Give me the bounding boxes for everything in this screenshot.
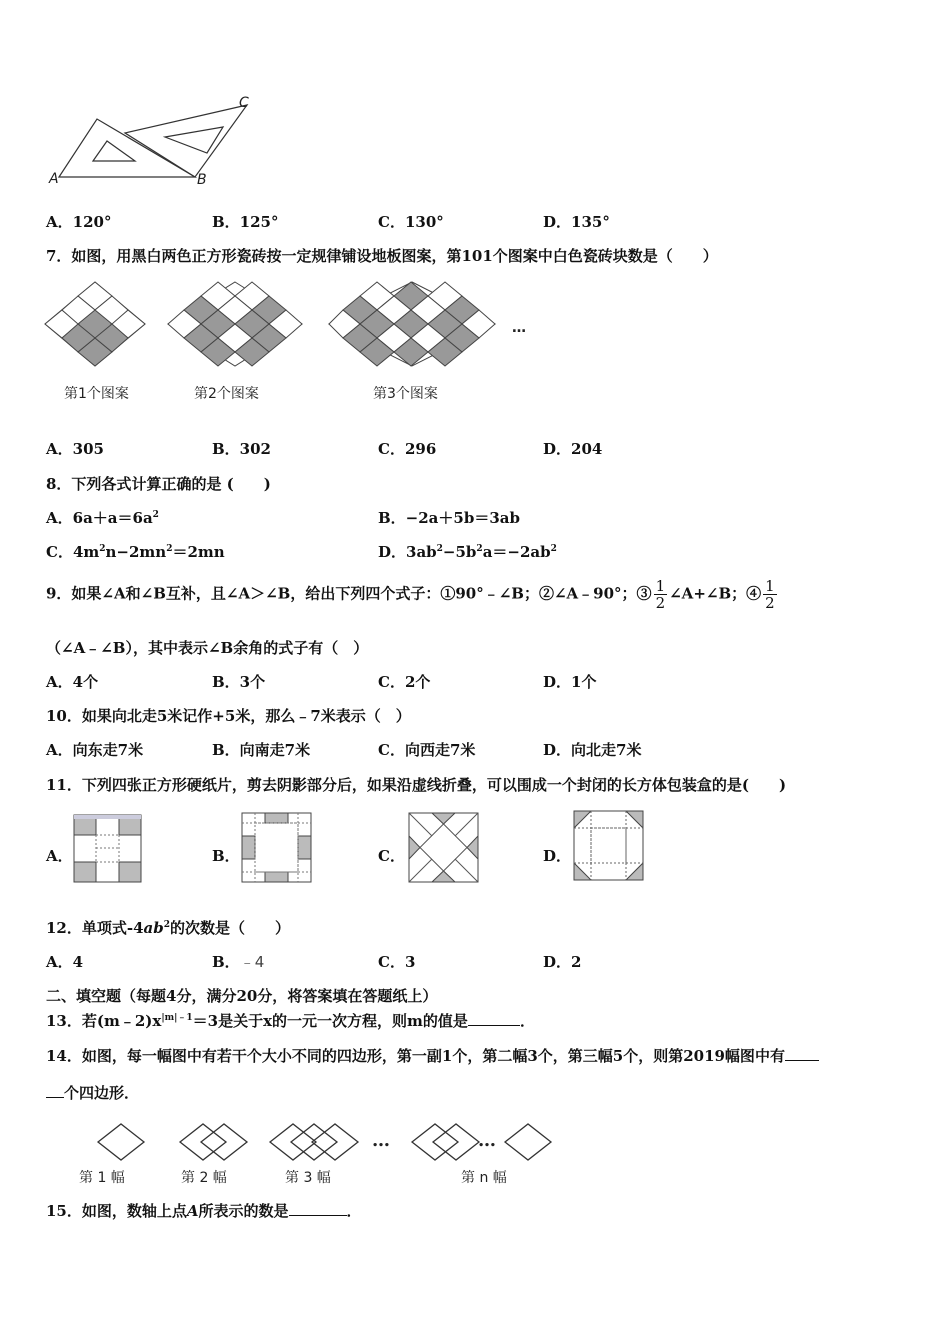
q10-option-d: D．向北走7米 bbox=[543, 741, 642, 759]
triangle-inner-left bbox=[93, 141, 135, 161]
q6-option-d: D．135° bbox=[543, 213, 610, 231]
q10-stem: 10．如果向北走5米记作+5米，那么﹣7米表示（ ） bbox=[46, 707, 411, 725]
figure-2-caption: 第 2 幅 bbox=[181, 1170, 227, 1186]
figure-ellipsis-2: … bbox=[478, 1130, 496, 1151]
q14-stem: 14．如图，每一幅图中有若干个大小不同的四边形，第一副1个，第二幅3个，第三幅5个，则第2019幅图中有 bbox=[46, 1045, 819, 1066]
fraction-half: $\frac{1}{2}$ bbox=[655, 577, 666, 612]
q10-option-b: B．向南走7米 bbox=[212, 741, 311, 759]
point-a-label: A bbox=[49, 171, 59, 187]
triangle-outer-left bbox=[59, 119, 195, 177]
cardboard-c-figure bbox=[408, 812, 480, 884]
quadrilaterals-figure bbox=[75, 1120, 555, 1192]
figure-ellipsis-1: … bbox=[372, 1130, 390, 1151]
q11-label-c: C． bbox=[378, 847, 405, 865]
q15-answer-blank[interactable] bbox=[289, 1215, 347, 1216]
cardboard-d-figure bbox=[573, 810, 645, 882]
tile-patterns-figure bbox=[40, 274, 540, 414]
q6-option-b: B．125° bbox=[212, 213, 279, 231]
pattern-ellipsis: … bbox=[512, 320, 526, 336]
q11-stem: 11．下列四张正方形硬纸片，剪去阴影部分后，如果沿虚线折叠，可以围成一个封闭的长方体包装盒的是( ) bbox=[46, 776, 787, 794]
q12-option-c: C．3 bbox=[378, 953, 416, 971]
figure-1-caption: 第 1 幅 bbox=[79, 1170, 125, 1186]
q8-option-c: C．$4m^2n-2mn^2=2mn$ bbox=[46, 543, 225, 561]
point-b-label: B bbox=[197, 172, 207, 188]
q6-option-c: C．130° bbox=[378, 213, 444, 231]
pattern-3-caption: 第3个图案 bbox=[373, 386, 438, 402]
section-2-title: 二、填空题（每题4分，满分20分，将答案填在答题纸上） bbox=[46, 987, 438, 1005]
point-c-label: C bbox=[239, 95, 249, 111]
q8-stem: 8．下列各式计算正确的是 ( ) bbox=[46, 475, 271, 493]
figure-3-caption: 第 3 幅 bbox=[285, 1170, 331, 1186]
q14-stem-line2: 个四边形． bbox=[46, 1082, 139, 1103]
q14-answer-blank-cont[interactable] bbox=[46, 1097, 64, 1098]
q9-option-a: A．4个 bbox=[46, 673, 99, 691]
q9-option-c: C．2个 bbox=[378, 673, 431, 691]
q13-answer-blank[interactable] bbox=[468, 1025, 520, 1026]
q13-stem: 13．若$(m﹣2)x^{|m|﹣1}=3$是关于x的一元一次方程，则m的值是 ． bbox=[46, 1012, 535, 1030]
q11-label-d: D． bbox=[543, 847, 572, 865]
q8-option-d: D．$3ab^2-5b^2a=-2ab^2$ bbox=[378, 543, 557, 561]
fraction-half: $\frac{1}{2}$ bbox=[765, 577, 775, 612]
q14-answer-blank[interactable] bbox=[785, 1060, 819, 1061]
q11-label-b: B． bbox=[212, 847, 240, 865]
q15-stem: 15．如图，数轴上点A所表示的数是 ． bbox=[46, 1202, 362, 1220]
q6-option-a: A．120° bbox=[46, 213, 112, 231]
q12-option-b: B．﹣4 bbox=[212, 953, 265, 971]
q12-stem: 12．单项式$-4ab^2$的次数是（ ） bbox=[46, 919, 291, 937]
q7-option-d: D．204 bbox=[543, 440, 603, 458]
triangle-outer-right bbox=[125, 105, 247, 177]
q7-option-a: A．305 bbox=[46, 440, 104, 458]
q9-option-d: D．1个 bbox=[543, 673, 597, 691]
q12-option-a: A．4 bbox=[46, 953, 84, 971]
pattern-2-caption: 第2个图案 bbox=[194, 386, 259, 402]
q9-option-b: B．3个 bbox=[212, 673, 266, 691]
q7-stem: 7．如图，用黑白两色正方形瓷砖按一定规律铺设地板图案，第101个图案中白色瓷砖块数是（ ） bbox=[46, 247, 718, 265]
figure-n-caption: 第 n 幅 bbox=[461, 1170, 507, 1186]
triangle-inner-right bbox=[165, 127, 223, 153]
q8-option-a: A．$6a+a=6a^2$ bbox=[46, 509, 159, 527]
q7-option-c: C．296 bbox=[378, 440, 437, 458]
q7-option-b: B．302 bbox=[212, 440, 271, 458]
q11-label-a: A． bbox=[46, 847, 73, 865]
cardboard-b-figure bbox=[241, 812, 313, 884]
q12-option-d: D．2 bbox=[543, 953, 582, 971]
q9-stem: 9．如果∠A和∠B互补，且∠A＞∠B，给出下列四个式子：①90°﹣∠B；②∠A﹣90°；③ $\frac{1}{2}$ ∠A+∠B；④ $\frac{1}{2}$ bbox=[46, 577, 775, 612]
pattern-1-caption: 第1个图案 bbox=[64, 386, 129, 402]
set-squares-figure bbox=[45, 95, 260, 190]
q10-option-c: C．向西走7米 bbox=[378, 741, 476, 759]
q10-option-a: A．向东走7米 bbox=[46, 741, 144, 759]
cardboard-a-figure bbox=[73, 814, 143, 884]
q9-stem-line2: （∠A﹣∠B），其中表示∠B余角的式子有（ ） bbox=[46, 639, 369, 657]
q8-option-b: B．−2a＋5b＝3ab bbox=[378, 509, 520, 527]
